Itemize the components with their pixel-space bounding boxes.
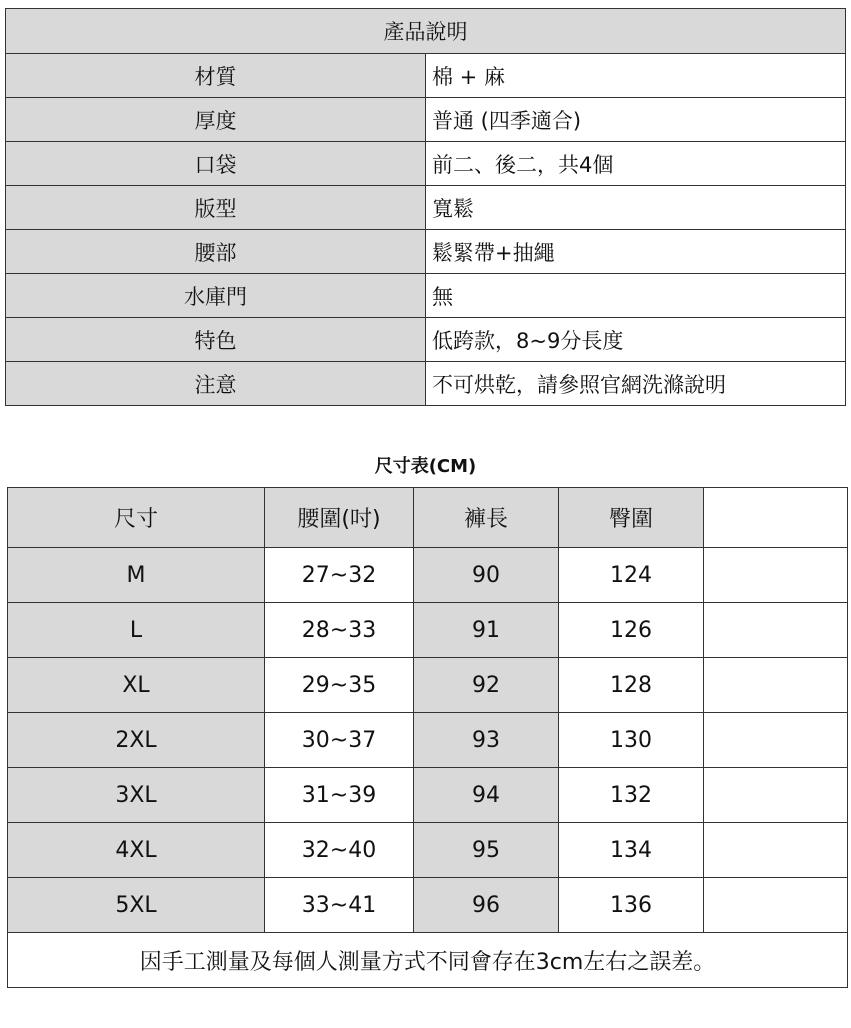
size-cell: 29~35: [265, 658, 414, 713]
size-column-header: 尺寸: [8, 488, 265, 548]
size-chart-title: 尺寸表(CM): [374, 456, 477, 477]
size-cell: 30~37: [265, 713, 414, 768]
size-row: [8, 823, 848, 878]
size-cell: XL: [8, 658, 265, 713]
product-header-row: [6, 9, 846, 54]
product-row: [6, 142, 846, 186]
size-cell: L: [8, 603, 265, 658]
product-attribute-value: 鬆緊帶+抽繩: [426, 230, 846, 274]
product-attribute-value: 前二、後二，共4個: [426, 142, 846, 186]
size-cell: [704, 713, 848, 768]
product-row: [6, 54, 846, 98]
measurement-note: 因手工測量及每個人測量方式不同會存在3cm左右之誤差。: [8, 933, 848, 988]
size-cell: 91: [414, 603, 559, 658]
size-cell: 134: [559, 823, 704, 878]
size-cell: 96: [414, 878, 559, 933]
size-cell: [704, 658, 848, 713]
size-column-header: 腰圍(吋): [265, 488, 414, 548]
product-row: [6, 274, 846, 318]
size-column-header: 臀圍: [559, 488, 704, 548]
size-cell: 124: [559, 548, 704, 603]
product-attribute-value: 寬鬆: [426, 186, 846, 230]
size-cell: 4XL: [8, 823, 265, 878]
size-column-header: [704, 488, 848, 548]
product-row: [6, 318, 846, 362]
size-cell: 95: [414, 823, 559, 878]
product-attribute-label: 注意: [6, 362, 426, 406]
product-attribute-label: 材質: [6, 54, 426, 98]
product-attribute-value: 棉 + 麻: [426, 54, 846, 98]
size-column-header: 褲長: [414, 488, 559, 548]
size-cell: 94: [414, 768, 559, 823]
size-note-row: [8, 933, 848, 988]
product-attribute-value: 普通 (四季適合): [426, 98, 846, 142]
size-row: [8, 658, 848, 713]
size-cell: 130: [559, 713, 704, 768]
size-cell: [704, 878, 848, 933]
size-cell: 128: [559, 658, 704, 713]
size-cell: 28~33: [265, 603, 414, 658]
size-cell: 126: [559, 603, 704, 658]
size-cell: 5XL: [8, 878, 265, 933]
product-row: [6, 98, 846, 142]
product-attribute-label: 厚度: [6, 98, 426, 142]
product-row: [6, 186, 846, 230]
product-row: [6, 362, 846, 406]
size-cell: 27~32: [265, 548, 414, 603]
size-row: [8, 768, 848, 823]
size-cell: M: [8, 548, 265, 603]
size-cell: 2XL: [8, 713, 265, 768]
size-row: [8, 878, 848, 933]
size-row: [8, 713, 848, 768]
size-header-row: [8, 488, 848, 548]
product-attribute-label: 水庫門: [6, 274, 426, 318]
size-cell: 136: [559, 878, 704, 933]
size-cell: 132: [559, 768, 704, 823]
size-cell: 92: [414, 658, 559, 713]
size-cell: [704, 548, 848, 603]
size-cell: [704, 603, 848, 658]
size-row: [8, 603, 848, 658]
size-cell: 90: [414, 548, 559, 603]
product-attribute-value: 無: [426, 274, 846, 318]
product-row: [6, 230, 846, 274]
size-row: [8, 548, 848, 603]
product-attribute-label: 腰部: [6, 230, 426, 274]
size-cell: 3XL: [8, 768, 265, 823]
product-attribute-label: 版型: [6, 186, 426, 230]
size-cell: [704, 768, 848, 823]
size-cell: 32~40: [265, 823, 414, 878]
product-attribute-label: 特色: [6, 318, 426, 362]
size-cell: 93: [414, 713, 559, 768]
size-cell: [704, 823, 848, 878]
product-attribute-value: 低跨款，8~9分長度: [426, 318, 846, 362]
size-cell: 31~39: [265, 768, 414, 823]
product-description-table: [5, 8, 846, 406]
product-title: 產品說明: [6, 9, 846, 54]
product-attribute-label: 口袋: [6, 142, 426, 186]
size-cell: 33~41: [265, 878, 414, 933]
size-chart-table: [7, 487, 848, 988]
product-attribute-value: 不可烘乾，請參照官網洗滌說明: [426, 362, 846, 406]
